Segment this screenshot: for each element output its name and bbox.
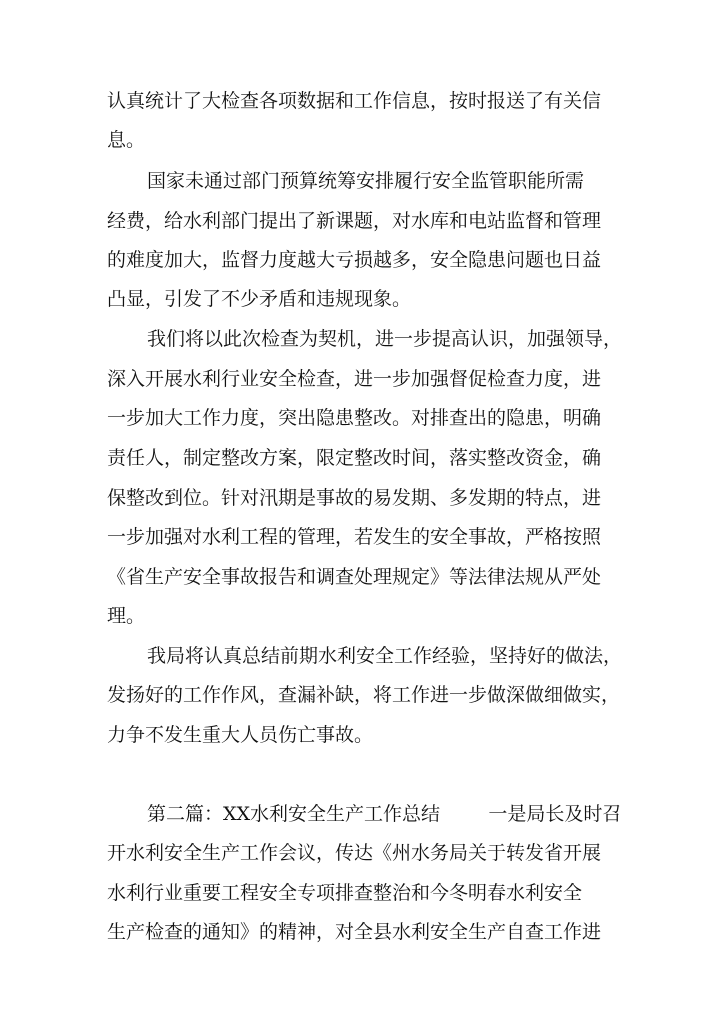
text-line: 的难度加大，监督力度越大亏损越多，安全隐患问题也日益 [107,249,602,271]
text-line: 水利行业重要工程安全专项排查整治和今冬明春水利安全 [107,882,583,904]
text-line: 发扬好的工作作风，查漏补缺，将工作进一步做深做细做实， [107,684,621,706]
text-line: 力争不发生重大人员伤亡事故。 [107,724,374,746]
text-line: 国家未通过部门预算统筹安排履行安全监管职能所需 [147,170,585,192]
text-line: 保整改到位。针对汛期是事故的易发期、多发期的特点，进 [107,487,602,509]
text-line: 经费，给水利部门提出了新课题，对水库和电站监督和管理 [107,210,602,232]
text-line: 凸显，引发了不少矛盾和违规现象。 [107,288,412,310]
text-line: 我局将认真总结前期水利安全工作经验，坚持好的做法， [147,645,623,667]
text-line: 我们将以此次检查为契机，进一步提高认识，加强领导， [147,328,623,350]
text-line: 生产检查的通知》的精神，对全县水利安全生产自查工作进 [107,921,602,943]
text-line: 息。 [107,129,146,151]
text-line: 责任人，制定整改方案，限定整改时间，落实整改资金，确 [107,447,602,469]
text-line: 开水利安全生产工作会议，传达《州水务局关于转发省开展 [107,842,602,864]
text-line: 一步加大工作力度，突出隐患整改。对排查出的隐患，明确 [107,407,602,429]
text-line: 深入开展水利行业安全检查，进一步加强督促检查力度，进 [107,368,602,390]
text-line: 一步加强对水利工程的管理，若发生的安全事故，严格按照 [107,526,602,548]
text-line: 理。 [107,605,146,627]
text-line: 《省生产安全事故报告和调查处理规定》等法律法规从严处 [107,566,602,588]
text-line: 认真统计了大检查各项数据和工作信息，按时报送了有关信 [107,90,602,112]
section-heading-line: 第二篇：XX水利安全生产工作总结 一是局长及时召 [147,803,622,825]
